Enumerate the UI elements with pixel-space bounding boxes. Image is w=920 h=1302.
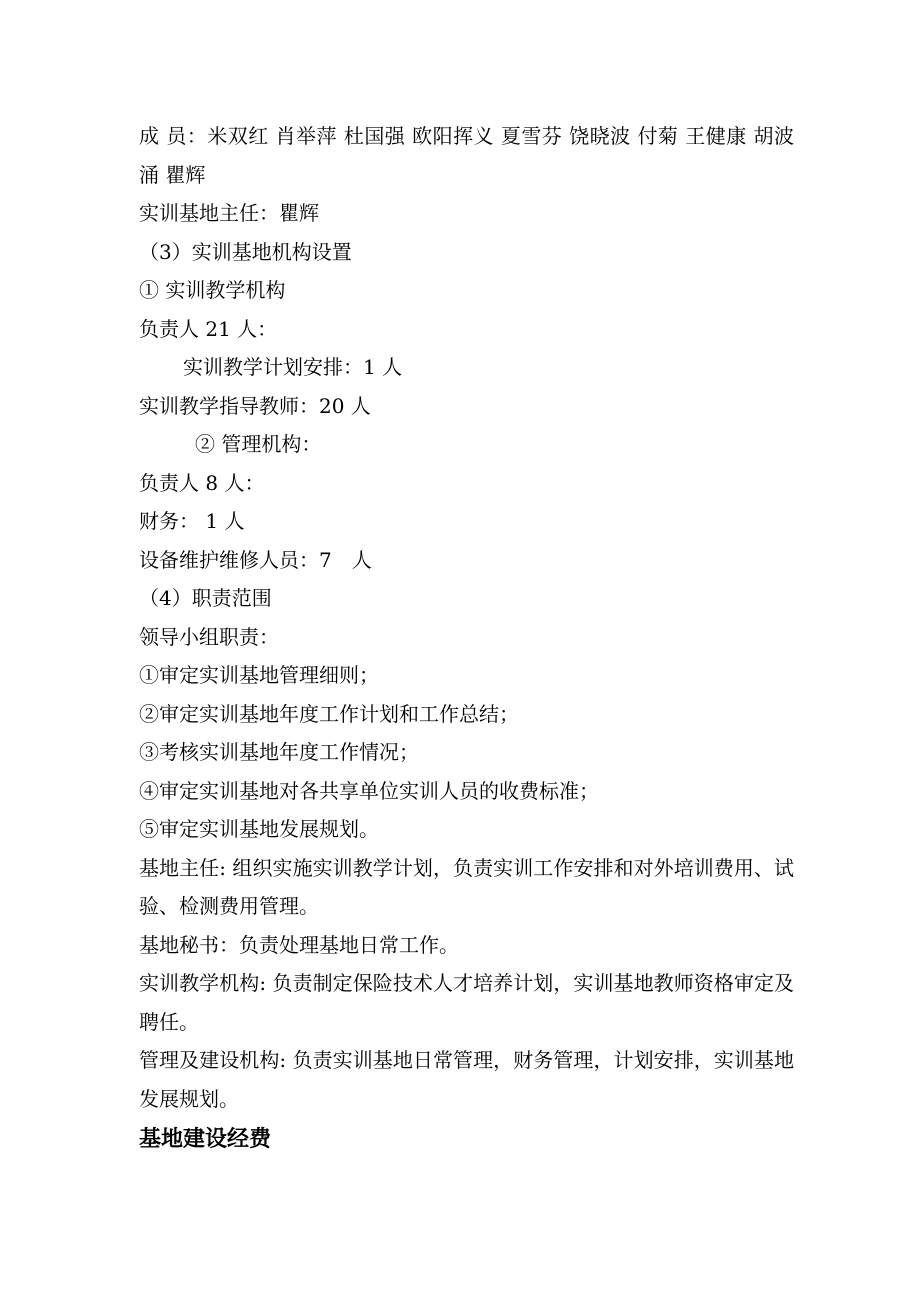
management-org-duty-paragraph: 管理及建设机构: 负责实训基地日常管理，财务管理，计划安排，实训基地发展规划。: [139, 1048, 794, 1111]
director-line: 实训基地主任：瞿辉: [139, 201, 319, 225]
org-2-finance-staff: 财务： 1 人: [139, 509, 245, 533]
members-line: 成 员：米双红 肖举萍 杜国强 欧阳挥义 夏雪芬 饶晓波 付菊 王健康 胡波涌 瞿辉: [139, 124, 794, 187]
document-page: [139, 117, 794, 1160]
org-2-title: ② 管理机构：: [195, 432, 322, 456]
duty-item-3: ③考核实训基地年度工作情况；: [139, 740, 419, 764]
funding-heading: 基地建设经费: [139, 1127, 272, 1152]
org-1-title: ① 实训教学机构: [139, 278, 286, 302]
org-2-maintenance-staff: 设备维护维修人员：7 人: [139, 547, 372, 572]
org-1-head-count: 负责人 21 人：: [139, 316, 278, 341]
duty-item-1: ①审定实训基地管理细则；: [139, 663, 379, 687]
section-3-title: （3）实训基地机构设置: [139, 239, 352, 264]
org-1-plan-staff: 实训教学计划安排：1 人: [183, 355, 403, 379]
leader-duties-title: 领导小组职责：: [139, 624, 279, 649]
duty-item-2: ②审定实训基地年度工作计划和工作总结；: [139, 701, 519, 726]
org-2-head-count: 负责人 8 人：: [139, 470, 265, 495]
teaching-org-duty-paragraph: 实训教学机构: 负责制定保险技术人才培养计划，实训基地教师资格审定及聘任。: [139, 971, 794, 1034]
secretary-duty-line: 基地秘书：负责处理基地日常工作。: [139, 932, 459, 957]
duty-item-5: ⑤审定实训基地发展规划。: [139, 817, 379, 841]
director-duty-paragraph: 基地主任: 组织实施实训教学计划，负责实训工作安排和对外培训费用、试验、检测费用管理。: [139, 855, 794, 918]
org-1-teacher-staff: 实训教学指导教师：20 人: [139, 393, 371, 418]
section-4-title: （4）职责范围: [139, 586, 272, 610]
duty-item-4: ④审定实训基地对各共享单位实训人员的收费标准；: [139, 778, 599, 803]
